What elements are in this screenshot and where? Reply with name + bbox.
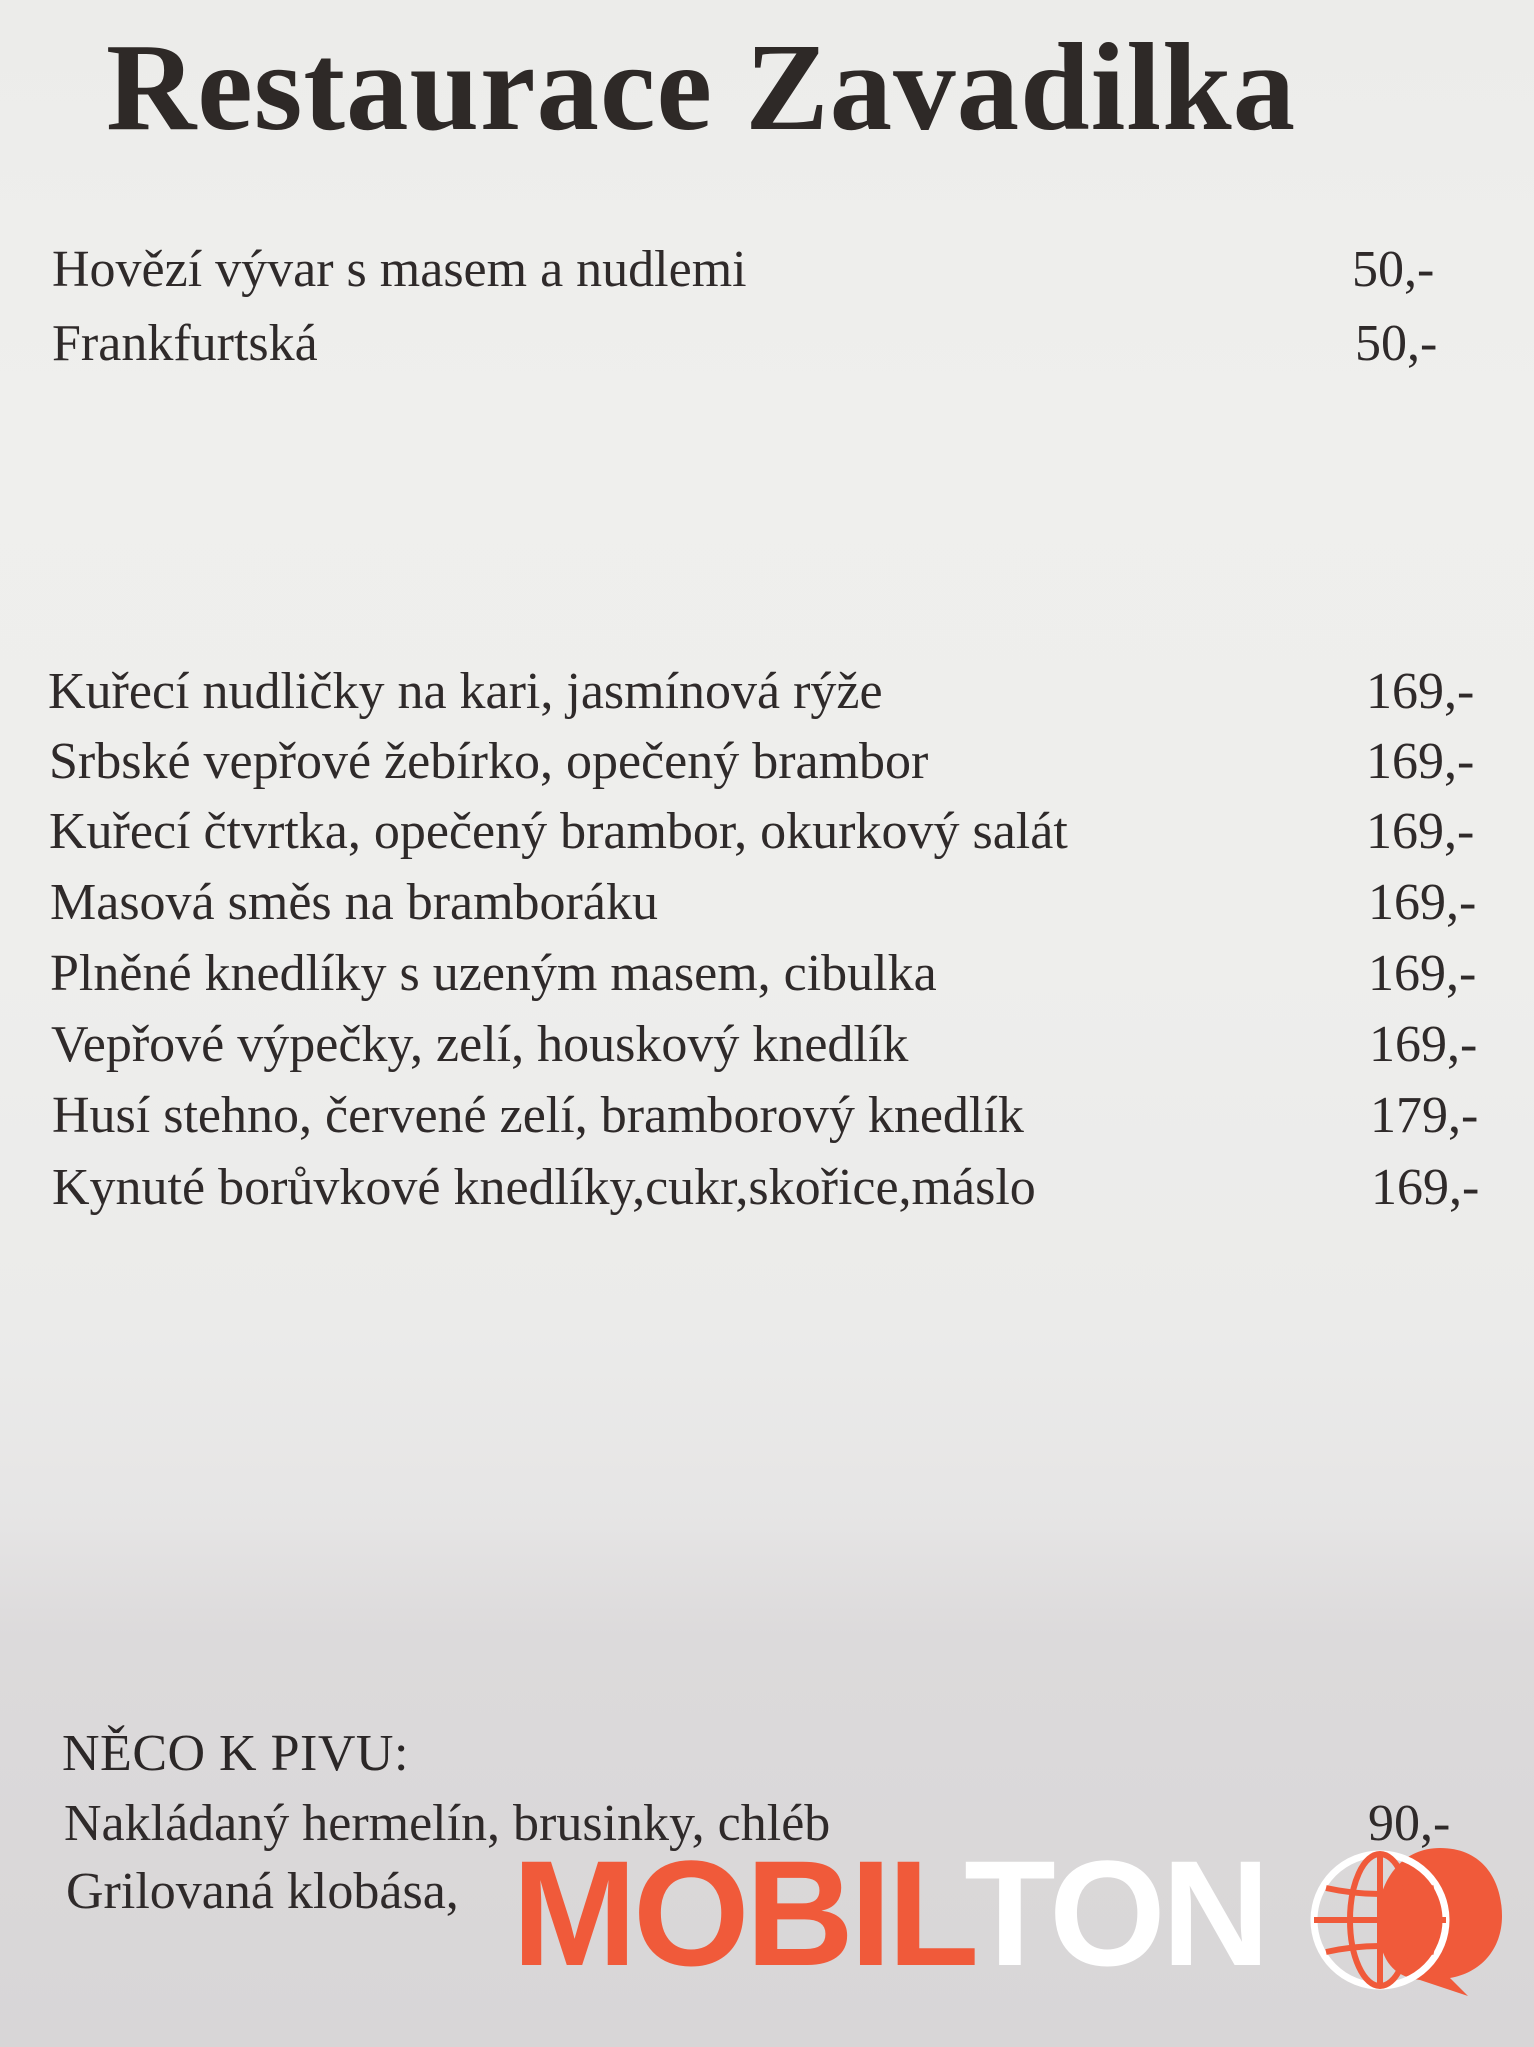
menu-item: [0, 1016, 1534, 1089]
menu-item-name: Kuřecí čtvrtka, opečený brambor, okurkový salát: [49, 803, 1068, 860]
menu-item-name: Grilovaná klobása,: [66, 1863, 459, 1920]
menu-item-name: Nakládaný hermelín, brusinky, chléb: [64, 1795, 831, 1852]
mobilton-watermark: [512, 1829, 1512, 1997]
watermark-part-1: MOBIL: [512, 1829, 965, 1997]
menu-item: [0, 241, 1534, 314]
watermark-logo-text: [512, 1829, 1267, 1997]
menu-item-name: Masová směs na bramboráku: [50, 874, 658, 931]
menu-item-price: 50,-: [1352, 241, 1435, 298]
menu-item-name: Husí stehno, červené zelí, bramborový knedlík: [52, 1087, 1024, 1144]
menu-item-name: Kynuté borůvkové knedlíky,cukr,skořice,máslo: [52, 1159, 1036, 1216]
menu-item: [0, 803, 1534, 876]
menu-item: [0, 874, 1534, 947]
menu-item-price: 169,-: [1371, 1159, 1480, 1216]
menu-item-price: 90,-: [1368, 1795, 1451, 1852]
menu-item-name: Frankfurtská: [52, 315, 318, 372]
section-heading: NĚCO K PIVU:: [62, 1725, 409, 1782]
menu-item-price: 169,-: [1369, 1016, 1478, 1073]
watermark-part-2: TON: [964, 1829, 1267, 1997]
menu-item-name: Hovězí vývar s masem a nudlemi: [52, 241, 747, 298]
menu-item-name: Srbské vepřové žebírko, opečený brambor: [49, 733, 929, 790]
menu-item-name: Kuřecí nudličky na kari, jasmínová rýže: [48, 663, 883, 720]
menu-item: [0, 733, 1534, 806]
menu-item: [0, 1087, 1534, 1160]
menu-item-price: 169,-: [1366, 733, 1475, 790]
menu-item-price: 179,-: [1370, 1087, 1479, 1144]
menu-item-price: 50,-: [1355, 315, 1438, 372]
menu-item: [0, 315, 1534, 388]
menu-item-name: Vepřové výpečky, zelí, houskový knedlík: [51, 1016, 909, 1073]
globe-speech-bubble-icon: [1290, 1838, 1510, 1998]
menu-item: [0, 663, 1534, 736]
menu-item-price: 169,-: [1366, 803, 1475, 860]
menu-item-price: 169,-: [1368, 945, 1477, 1002]
menu-item-name: Plněné knedlíky s uzeným masem, cibulka: [50, 945, 937, 1002]
menu-item-price: 169,-: [1366, 663, 1475, 720]
restaurant-title: Restaurace Zavadilka: [106, 19, 1297, 157]
menu-item: [0, 1159, 1534, 1232]
menu-item-price: 169,-: [1368, 874, 1477, 931]
menu-item: [0, 945, 1534, 1018]
